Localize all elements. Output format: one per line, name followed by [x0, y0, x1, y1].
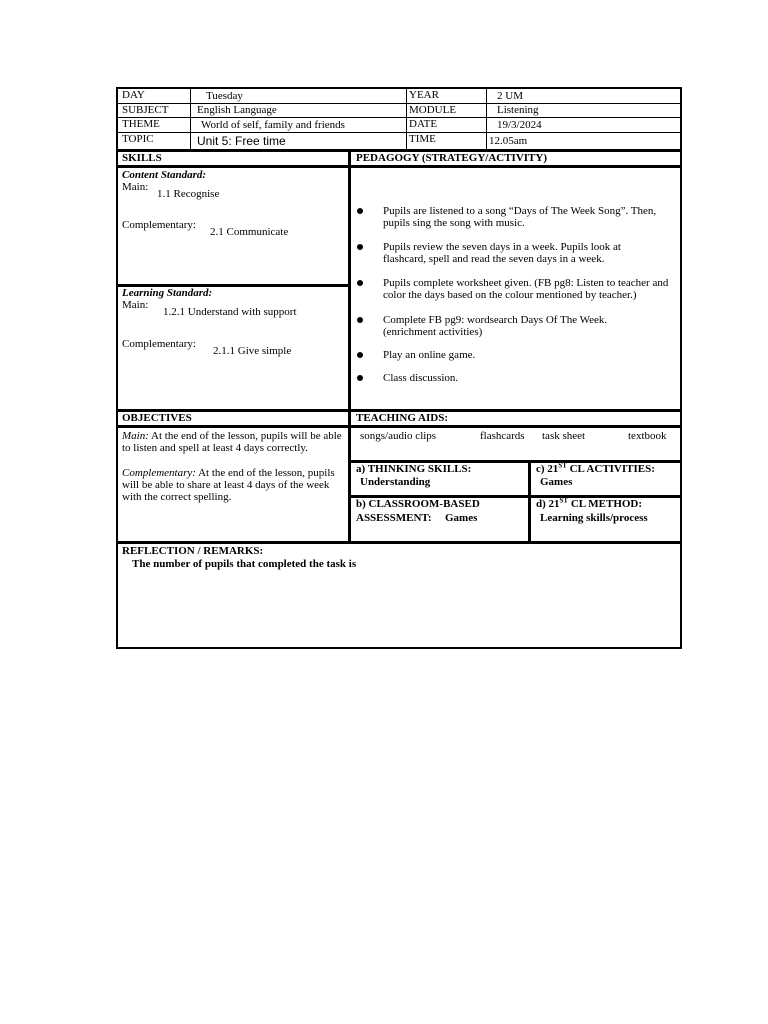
cl-method-suffix: CL METHOD:	[568, 498, 643, 510]
objective-comp-label: Complementary:	[122, 467, 196, 479]
learning-main-value: 1.2.1 Understand with support	[163, 306, 297, 318]
teaching-aids-heading: TEACHING AIDS:	[356, 412, 448, 424]
time-label: TIME	[409, 133, 436, 145]
time-value: 12.05am	[489, 135, 528, 147]
learning-comp-value: 2.1.1 Give simple	[213, 345, 292, 357]
reflection-top-line	[116, 541, 682, 544]
header-row-line	[116, 132, 682, 133]
objectives-heading: OBJECTIVES	[122, 412, 192, 424]
content-comp-label: Complementary:	[122, 219, 196, 231]
pedagogy-item: Play an online game.	[383, 349, 476, 361]
bullet-icon	[357, 352, 363, 358]
objective-main	[122, 430, 346, 454]
skills-divider	[348, 149, 351, 541]
cl-activities-prefix: c) 21	[536, 463, 559, 475]
bullet-icon	[357, 280, 363, 286]
content-standard-label: Content Standard:	[122, 169, 207, 181]
teaching-aid-item: songs/audio clips	[360, 430, 437, 442]
cl-method-heading	[536, 498, 642, 510]
skills-heading-line	[116, 165, 682, 168]
thinking-skills-heading: a) THINKING SKILLS:	[356, 463, 472, 475]
objective-comp-text: At the end of the lesson, pupils will be able to share at least 4 days of the week with the correct spelling.	[122, 467, 335, 503]
subject-value: English Language	[197, 104, 277, 116]
reflection-heading: REFLECTION / REMARKS:	[122, 545, 264, 557]
assessment-heading: b) CLASSROOM-BASED	[356, 498, 480, 510]
date-value: 19/3/2024	[497, 119, 542, 131]
topic-value: Unit 5: Free time	[197, 134, 286, 148]
teaching-aid-item: task sheet	[542, 430, 586, 442]
date-label: DATE	[409, 118, 438, 130]
bullet-icon	[357, 375, 363, 381]
pedagogy-item: Complete FB pg9: wordsearch Days Of The Week. (enrichment activities)	[383, 314, 608, 338]
topic-label: TOPIC	[122, 133, 154, 145]
pedagogy-item: Pupils review the seven days in a week. Pupils look at flashcard, spell and read the seven days in a week.	[383, 241, 621, 265]
bullet-icon	[357, 317, 363, 323]
learning-main-label: Main:	[122, 299, 149, 311]
skills-grid-divider	[528, 460, 531, 541]
objective-main-text: At the end of the lesson, pupils will be able to listen and spell at least 4 days correctly.	[122, 430, 342, 454]
cl-activities-heading	[536, 463, 655, 475]
module-value: Listening	[497, 104, 539, 116]
header-col-line	[406, 87, 407, 150]
assessment-value: Games	[445, 512, 478, 524]
bullet-icon	[357, 208, 363, 214]
objectives-heading-line	[116, 425, 682, 428]
day-value: Tuesday	[206, 90, 243, 102]
cl-activities-suffix: CL ACTIVITIES:	[566, 463, 655, 475]
header-col-line	[486, 87, 487, 150]
reflection-text: The number of pupils that completed the task is	[132, 558, 357, 570]
theme-label: THEME	[122, 118, 160, 130]
assessment-label: ASSESSMENT:	[356, 512, 432, 524]
header-col-line	[190, 87, 191, 150]
lesson-plan-table	[116, 87, 682, 649]
skills-heading: SKILLS	[122, 152, 162, 164]
subject-label: SUBJECT	[122, 104, 169, 116]
learning-standard-label: Learning Standard:	[122, 287, 213, 299]
pedagogy-item: Class discussion.	[383, 372, 459, 384]
teaching-aid-item: flashcards	[480, 430, 525, 442]
theme-value: World of self, family and friends	[201, 119, 345, 131]
year-value: 2 UM	[497, 90, 523, 102]
bullet-icon	[357, 244, 363, 250]
teaching-aid-item: textbook	[628, 430, 667, 442]
pedagogy-heading: PEDAGOGY (STRATEGY/ACTIVITY)	[356, 152, 547, 164]
day-label: DAY	[122, 89, 145, 101]
content-main-label: Main:	[122, 181, 149, 193]
module-label: MODULE	[409, 104, 457, 116]
thinking-skills-value: Understanding	[360, 476, 431, 488]
cl-method-value: Learning skills/process	[540, 512, 648, 524]
year-label: YEAR	[409, 89, 439, 101]
learning-comp-label: Complementary:	[122, 338, 196, 350]
content-comp-value: 2.1 Communicate	[210, 226, 289, 238]
objective-comp	[122, 467, 344, 503]
pedagogy-item: Pupils complete worksheet given. (FB pg8: Listen to teacher and color the days based on the colour mentioned by teacher.)	[383, 277, 669, 301]
cl-activities-sup: ST	[558, 461, 567, 470]
content-main-value: 1.1 Recognise	[157, 188, 220, 200]
cl-method-sup: ST	[559, 496, 569, 505]
objective-main-label: Main:	[122, 430, 149, 442]
pedagogy-item: Pupils are listened to a song “Days of The Week Song”. Then, pupils sing the song with music.	[383, 205, 657, 229]
cl-activities-value: Games	[540, 476, 573, 488]
cl-method-prefix: d) 21	[536, 498, 560, 510]
header-row-line	[116, 117, 682, 118]
